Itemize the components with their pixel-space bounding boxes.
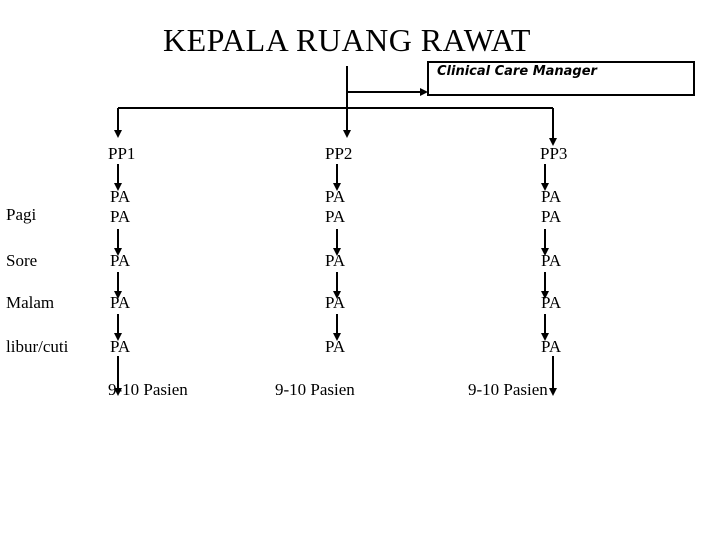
- column-header-pp1: PP1: [108, 144, 136, 163]
- patients-pp3: 9-10 Pasien: [468, 380, 548, 399]
- cell-pp1-pagi-1: PA: [110, 187, 131, 206]
- cell-pp1-malam: PA: [110, 293, 131, 312]
- row-label-sore: Sore: [6, 251, 38, 270]
- cell-pp3-libur: PA: [541, 337, 562, 356]
- cell-pp2-sore: PA: [325, 251, 346, 270]
- cell-pp2-libur: PA: [325, 337, 346, 356]
- row-label-malam: Malam: [6, 293, 55, 312]
- clinical-care-manager-label: Clinical Care Manager: [437, 64, 597, 79]
- cell-pp2-pagi-2: PA: [325, 207, 346, 226]
- cell-pp2-pagi-1: PA: [325, 187, 346, 206]
- cell-pp3-pagi-2: PA: [541, 207, 562, 226]
- cell-pp1-sore: PA: [110, 251, 131, 270]
- cell-pp1-libur: PA: [110, 337, 131, 356]
- page-title: KEPALA RUANG RAWAT: [163, 22, 531, 58]
- row-label-pagi: Pagi: [6, 205, 37, 224]
- column-header-pp2: PP2: [325, 144, 353, 163]
- patients-pp1: 9-10 Pasien: [108, 380, 188, 399]
- cell-pp3-pagi-1: PA: [541, 187, 562, 206]
- column-header-pp3: PP3: [540, 144, 568, 163]
- cell-pp1-pagi-2: PA: [110, 207, 131, 226]
- clinical-care-manager-box: [427, 61, 695, 96]
- cell-pp3-malam: PA: [541, 293, 562, 312]
- cell-pp2-malam: PA: [325, 293, 346, 312]
- row-label-libur-cuti: libur/cuti: [6, 337, 69, 356]
- cell-pp3-sore: PA: [541, 251, 562, 270]
- patients-pp2: 9-10 Pasien: [275, 380, 355, 399]
